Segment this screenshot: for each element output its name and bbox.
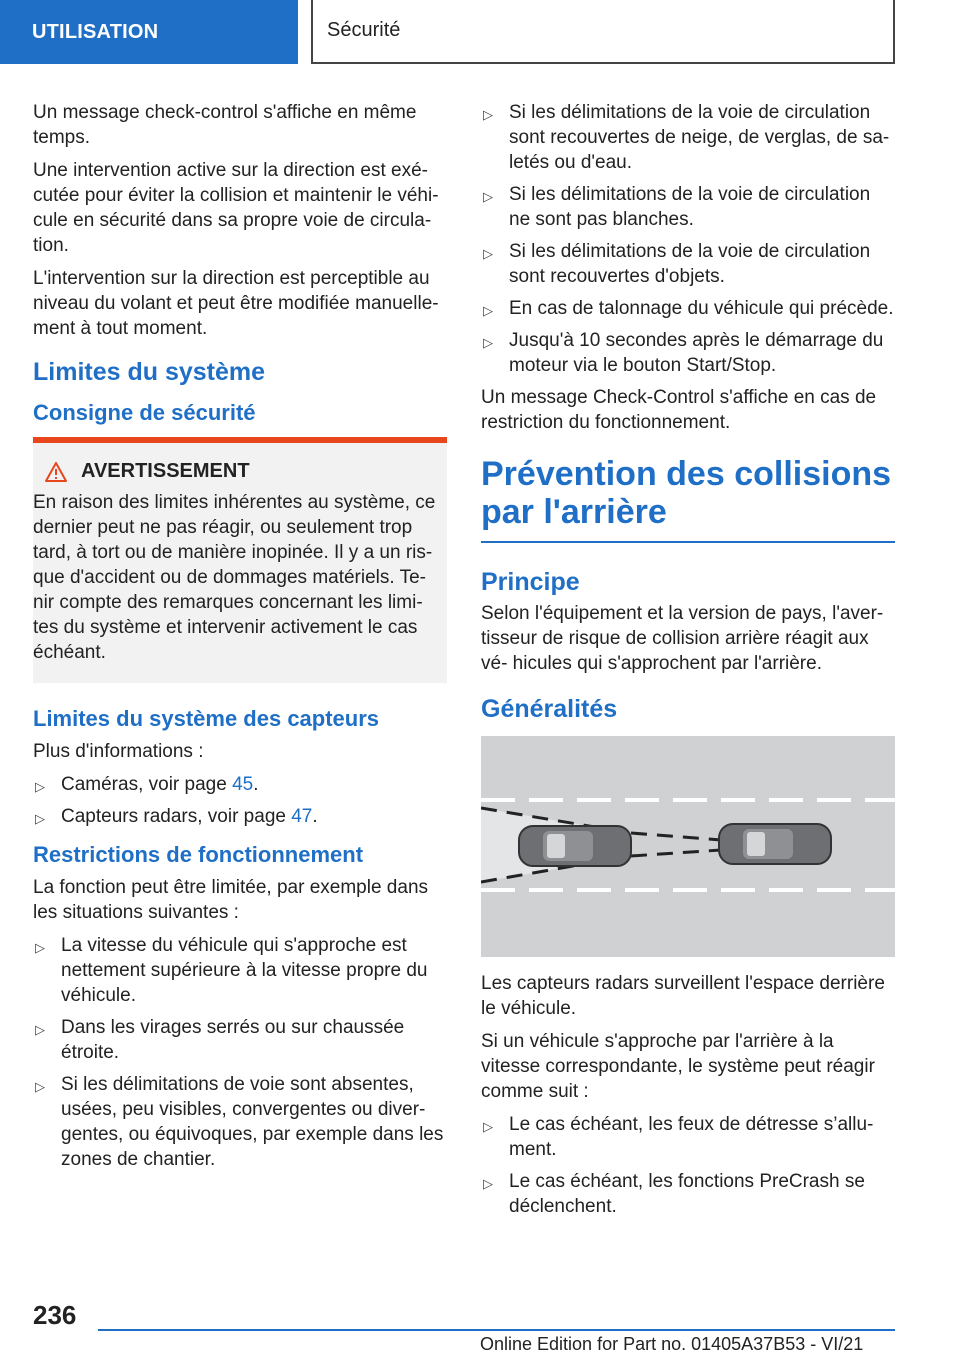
left-column [33,100,447,1179]
warning-box [33,437,447,683]
list-item: ▷ Si les délimitations de la voie de circulation ne sont pas blanches. [483,184,871,230]
restrictions-list-continued [481,100,895,378]
paragraph: Un message Check-Control s'affiche en cas de restriction du fonctionnement. [481,387,877,433]
list-item: ▷ Si les délimitations de voie sont absentes, usées, peu visibles, convergentes ou diver- gentes, ou équivoques, par exemple dans les zones de chantier. [35,1074,444,1170]
page-number: 236 [33,1300,77,1330]
heading-limits: Limites du système [33,358,266,386]
paragraph: Un message check-control s'affiche en même temps. [33,102,417,148]
paragraph: L'intervention sur la direction est perceptible au niveau du volant et peut être modifiée manuelle- ment à tout moment. [33,268,439,339]
bullet-triangle-icon: ▷ [483,189,493,204]
list-item: ▷ Si les délimitations de la voie de circulation sont recouvertes d'objets. [483,241,871,287]
heading-general: Généralités [481,695,618,723]
heading-safety: Consigne de sécurité [33,400,256,425]
warning-title: AVERTISSEMENT [81,460,250,482]
bullet-triangle-icon: ▷ [35,779,45,794]
paragraph: La fonction peut être limitée, par exemple dans les situations suivantes : [33,877,429,923]
bullet-triangle-icon: ▷ [483,246,493,261]
right-column [481,100,895,1226]
section-tab: UTILISATION [0,0,298,64]
list-item: ▷ Si les délimitations de la voie de circulation sont recouvertes de neige, de verglas, de sa- letés ou d'eau. [483,102,890,173]
list-item: ▷ Le cas échéant, les fonctions PreCrash se déclenchent. [483,1171,865,1217]
edition-note: Online Edition for Part no. 01405A37B53 - VI/21 [480,1334,864,1354]
bullet-triangle-icon: ▷ [483,1119,493,1134]
footer-divider [98,1329,895,1331]
bullet-triangle-icon: ▷ [483,335,493,350]
list-item: ▷ En cas de talonnage du véhicule qui précède. [481,296,895,321]
heading-sensor-limits: Limites du système des capteurs [33,706,380,731]
radar-diagram [481,736,895,957]
list-item: ▷ Jusqu'à 10 secondes après le démarrage du moteur via le bouton Start/Stop. [483,330,884,376]
paragraph: Si un véhicule s'approche par l'arrière à la vitesse correspondante, le système peut réagir comme suit : [481,1031,875,1102]
list-item: ▷ Caméras, voir page 45. [33,772,447,797]
warning-header [45,459,439,484]
reaction-list [481,1112,895,1219]
list-item: ▷ La vitesse du véhicule qui s'approche est nettement supérieure à la vitesse propre du véhicule. [35,935,428,1006]
heading-restrictions: Restrictions de fonctionnement [33,842,364,867]
bullet-triangle-icon: ▷ [483,1176,493,1191]
page-link[interactable]: 47 [291,806,313,827]
bullet-triangle-icon: ▷ [35,1022,45,1037]
bullet-triangle-icon: ▷ [35,1079,45,1094]
warning-text: En raison des limites inhérentes au système, ce dernier peut ne pas réagir, ou seulement trop tard, à tort ou de manière inopinée. Il y a un ris- que d'accident ou de dommages matériels. Te- nir compte des remarques concernant les limi- tes du système et intervenir activement le cas échéant. [33,492,436,663]
bullet-triangle-icon: ▷ [483,107,493,122]
car-approaching-icon [719,824,831,864]
list-item: ▷ Dans les virages serrés ou sur chaussée étroite. [35,1017,405,1063]
warning-icon [45,462,67,482]
paragraph: Une intervention active sur la direction est exé- cutée pour éviter la collision et maintenir le véhi- cule en sécurité dans sa propre voie de circula- tion. [33,160,439,256]
paragraph: Plus d'informations : [33,741,204,762]
bullet-triangle-icon: ▷ [35,940,45,955]
list-item: ▷ Capteurs radars, voir page 47. [33,804,447,829]
bullet-triangle-icon: ▷ [483,303,493,318]
paragraph: Selon l'équipement et la version de pays, l'aver- tisseur de risque de collision arrière réagit aux vé- hicules qui s'approchent par l'arrière. [481,603,884,674]
bullet-triangle-icon: ▷ [35,811,45,826]
chapter-title: Sécurité [311,0,895,64]
car-ego-icon [519,826,631,866]
sensor-list [33,772,447,829]
heading-rear-collision: Prévention des collisions par l'arrière [481,455,895,543]
heading-principle: Principe [481,568,580,596]
page-link[interactable]: 45 [232,774,254,795]
paragraph: Les capteurs radars surveillent l'espace derrière le véhicule. [481,973,885,1019]
list-item: ▷ Le cas échéant, les feux de détresse s’allu- ment. [483,1114,874,1160]
restrictions-list [33,933,447,1172]
rear-radar-illustration [481,736,895,957]
